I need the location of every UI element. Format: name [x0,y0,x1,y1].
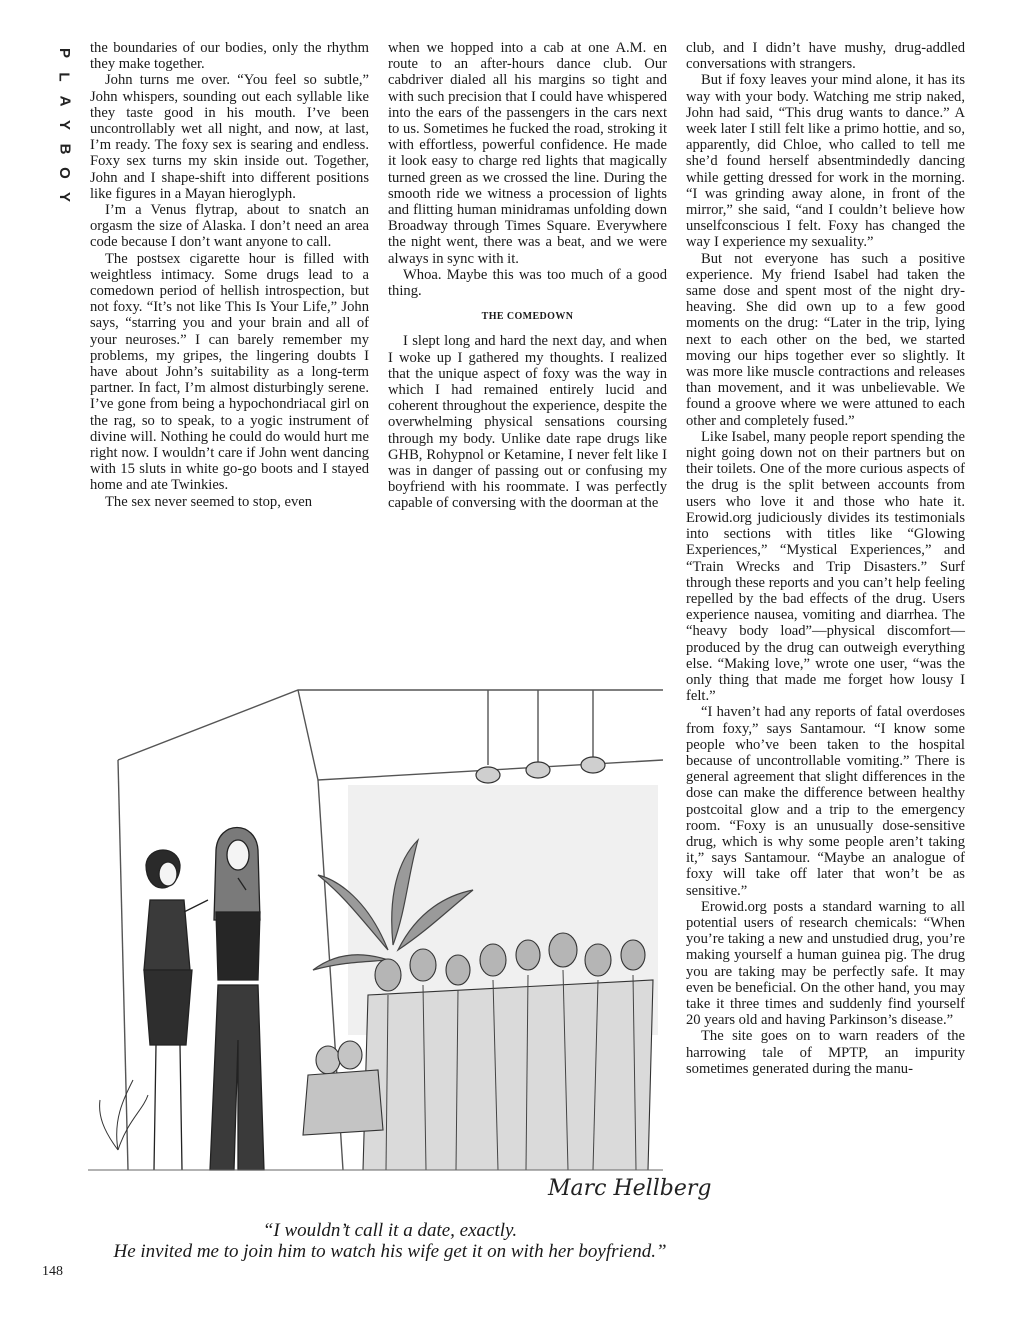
paragraph: I slept long and hard the next day, and when I woke up I gathered my thoughts. I realized that the unique aspect of foxy was the way in which I had remained entirely lucid and coherent throughout the experience, despite the overwhelming physical sensations coursing through my body. Unlike date rape drugs like GHB, Rohypnol or Ketamine, I never felt like I was in danger of passing out or confusing my boyfriend with his roommate. I was perfectly capable of conversing with the doorman at the [388,333,667,512]
cartoon-caption [110,1220,670,1262]
paragraph: “I haven’t had any reports of fatal overdoses from foxy,” says Santamour. “I know some people who’ve been taken to the hospital because of uncontrollable vomiting.” There is general agreement that slight differences in the dose can make the difference between healthy postcoital glow and a trip to the emergency room. “Foxy is an unusually dose-sensitive drug, which is why some people aren’t taking it,” says Santamour. “Maybe an analogue of foxy will take off later that won’t be as sensitive.” [686,704,965,899]
page-number: 148 [42,1264,63,1279]
side-label-letter: Y [55,191,73,203]
paragraph: The postsex cigarette hour is filled with weightless intimacy. Some drugs lead to a comedown period of hellish introspection, but not foxy. “It’s not like This Is Your Life,” John says, “starring you and your brain and all of your neuroses.” I can barely remember my problems, my gripes, the lingering doubts I have about John’s suitability as a long-term partner. In fact, I’m almost disturbingly serene. I’ve gone from being a hypochondriacal girl on the rag, so to speak, to a yogic instrument of divine will. Nothing he could do would hurt me right now. I wouldn’t care if John went dancing with 15 sluts in white go-go boots and I stayed home and ate Twinkies. [90,250,369,494]
paragraph: John turns me over. “You feel so subtle,” John whispers, sounding out each syllable like they taste good in his mouth. I’ve been uncontrollably wet all night, and now, at last, I’m ready. The foxy sex is searing and endless. Foxy sex turns my skin inside out. Together, John and I shape-shift into different positions like figures in a Mayan hieroglyph. [90,72,369,202]
caption-line: He invited me to join him to watch his wife get it on with her boyfriend.” [113,1241,667,1262]
side-label-letter: O [55,167,73,179]
paragraph: the boundaries of our bodies, only the rhythm they make together. [90,40,369,73]
paragraph: club, and I didn’t have mushy, drug-addled conversations with strangers. [686,40,965,73]
side-label-letter: A [56,95,73,107]
paragraph: But not everyone has such a positive experience. My friend Isabel had taken the same dose and spent most of the night dry-heaving. She did own up to a few good moments on the drug: “Later in the trip, lying next to each other on the bed, we started moving our hips together ever so slightly. It was more like muscle contractions and releases than movement, and it was unbelievable. We found a groove where we were attuned to each other and completely fused.” [686,250,965,429]
paragraph: Like Isabel, many people report spending the night going down not on their partners but on their toilets. One of the more curious aspects of the drug is the split between accounts from users who love it and those who hate it. Erowid.org judiciously divides its testimonials into sections with titles like “Glowing Experiences,” “Mystical Experiences,” and “Train Wrecks and Trip Disasters.” Surf through these reports and you can’t help feeling repelled by the bad effects of the drug. Users experience nausea, vomiting and diarrhea. The “heavy body load”—physical discomfort—produced by the drug can outweigh everything else. “Making love,” wrote one user, “was the only thing that made me forget how lousy I felt.” [686,428,965,705]
side-label-letter: P [55,47,73,59]
article-column-3 [686,40,965,1077]
paragraph: Whoa. Maybe this was too much of a good thing. [388,266,667,300]
magazine-side-label [55,44,73,206]
side-label-letter: B [56,143,73,155]
caption-line: “I wouldn’t call it a date, exactly. [262,1220,518,1241]
side-label-letter: L [55,72,73,82]
cartoon-illustration [88,650,712,1210]
paragraph: But if foxy leaves your mind alone, it has its way with your body. Watching me strip naked, John had said, “This drug wants to dance.” A week later I still felt like a primo hottie, and so, apparently, did Chloe, who called to tell me she’d found herself absentmindedly dancing while getting dressed for work in the morning. “I was grinding away alone, in front of the mirror,” she said, “and I couldn’t believe how unselfconscious I felt. Foxy has changed the way I experience my sexuality.” [686,72,965,251]
paragraph: Erowid.org posts a standard warning to all potential users of research chemicals: “When you’re taking a new and unstudied drug, you’re making yourself a human guinea pig. The drug you are taking may be perfectly safe. It may even be beneficial. On the other hand, you may take it three times and suddenly find yourself 20 years old and having Parkinson’s disease.” [686,898,965,1029]
paragraph: The site goes on to warn readers of the harrowing tale of MPTP, an impurity sometimes generated during the manu- [686,1028,965,1077]
paragraph: I’m a Venus flytrap, about to snatch an orgasm the size of Alaska. I don’t need an area code because I don’t want anyone to call. [90,202,369,251]
paragraph: The sex never seemed to stop, even [105,493,313,510]
paragraph: when we hopped into a cab at one A.M. en route to an after-hours dance club. Our cabdriver dialed all his margins so tight and with such precision that I could have whispered into the ears of the passengers in the cars next to us. Sometimes he fucked the road, stroking it with effortless, powerful confidence. He made it look easy to charge red lights that magically turned green as we crossed the line. During the smooth ride we witness a procession of lights and flitting human minidramas unfolding down Broadway through Times Square. Everywhere the night went, there was a beat, and we were always in sync with it. [388,40,667,267]
cartoonist-signature: Marc Hellberg [548,1176,712,1201]
article-column-2 [388,40,667,512]
side-label-letter: Y [55,119,73,131]
section-subhead: THE COMEDOWN [481,311,574,323]
article-column-1 [90,40,369,510]
